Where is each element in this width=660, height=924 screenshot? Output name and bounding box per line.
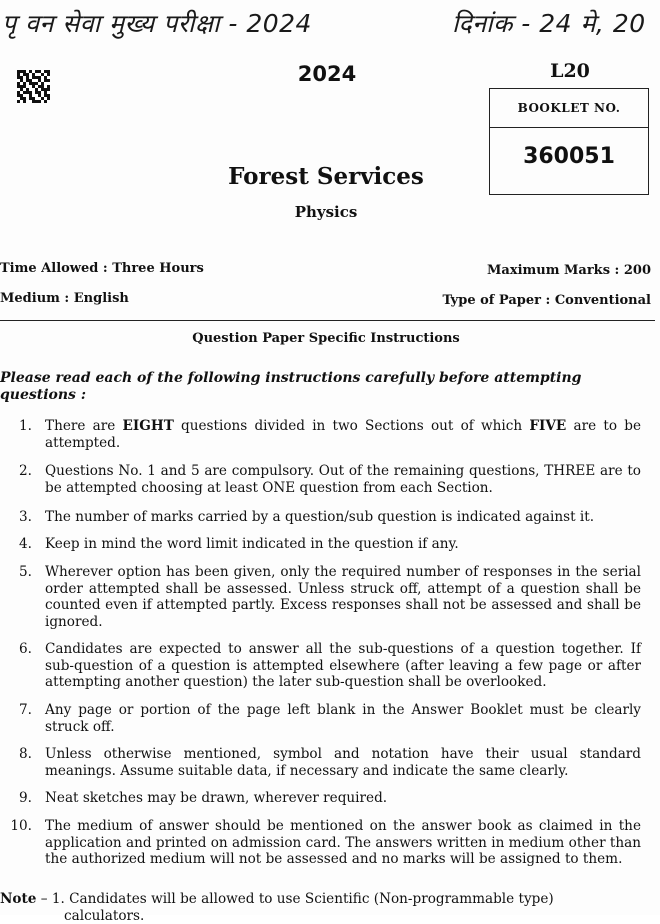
instruction-text: Unless otherwise mentioned, symbol and notation have their usual standard meanings. Assume suitable data, if necessary and indicate the same clearly. — [45, 746, 641, 779]
instruction-number: 2. — [19, 463, 32, 479]
instruction-text: Questions No. 1 and 5 are compulsory. Out of the remaining questions, THREE are to be attempted choosing at least ONE question from each Section. — [45, 463, 641, 496]
instruction-number: 6. — [19, 641, 32, 657]
exam-subject: Physics — [294, 203, 358, 221]
instruction-number: 1. — [19, 418, 32, 434]
instruction-number: 4. — [19, 536, 32, 552]
note-continuation: calculators. — [64, 908, 145, 924]
booklet-number: 360051 — [523, 144, 615, 169]
handwritten-date-note: दिनांक - 24 मे, 20 — [452, 9, 646, 38]
instruction-number: 9. — [19, 790, 32, 806]
exam-title: Forest Services — [228, 163, 424, 190]
instruction-text: The number of marks carried by a question/sub question is indicated against it. — [45, 509, 595, 525]
medium: Medium : English — [0, 291, 129, 306]
instruction-text: Any page or portion of the page left blank in the Answer Booklet must be clearly struck off. — [45, 702, 641, 735]
instruction-text: Neat sketches may be drawn, wherever required. — [45, 790, 388, 806]
handwritten-exam-note: पृ वन सेवा मुख्य परीक्षा - 2024 — [2, 9, 312, 38]
instruction-text: Keep in mind the word limit indicated in the question if any. — [45, 536, 459, 552]
instruction-number: 8. — [19, 746, 32, 762]
divider — [0, 320, 655, 321]
instruction-number: 10. — [10, 818, 32, 834]
booklet-label: BOOKLET NO. — [490, 89, 648, 128]
maximum-marks: Maximum Marks : 200 — [487, 263, 651, 278]
instructions-lead: Please read each of the following instructions carefully before attempting questions : — [0, 370, 582, 403]
instruction-text: Wherever option has been given, only the required number of responses in the serial order attempted shall be assessed. Unless struck off, attempt of a question shall be counted even if attempted partly. Excess responses shall not be assessed and shall be ignored. — [45, 564, 641, 630]
booklet-number-box — [489, 88, 649, 195]
note — [0, 891, 660, 908]
instruction-number: 3. — [19, 509, 32, 525]
instruction-text: There are EIGHT questions divided in two Sections out of which FIVE are to be attempted. — [45, 418, 641, 451]
note-label: Note — [0, 891, 37, 907]
time-allowed: Time Allowed : Three Hours — [0, 261, 204, 276]
exam-year: 2024 — [297, 62, 357, 86]
paper-type: Type of Paper : Conventional — [442, 293, 651, 308]
instructions-heading: Question Paper Specific Instructions — [192, 331, 460, 346]
instruction-number: 5. — [19, 564, 32, 580]
note-text: – 1. Candidates will be allowed to use Scientific (Non-programmable type) — [36, 891, 554, 907]
instruction-text: Candidates are expected to answer all the sub-questions of a question together. If sub-question of a question is attempted elsewhere (after leaving a few page or after attempting another question) the later sub-question shall be overlooked. — [45, 641, 641, 690]
instruction-text: The medium of answer should be mentioned on the answer book as claimed in the application and printed on admission card. The answers written in medium other than the authorized medium will not be assessed and no marks will be assigned to them. — [45, 818, 641, 867]
paper-code: L20 — [550, 60, 590, 82]
instruction-number: 7. — [19, 702, 32, 718]
barcode-icon — [17, 70, 50, 103]
